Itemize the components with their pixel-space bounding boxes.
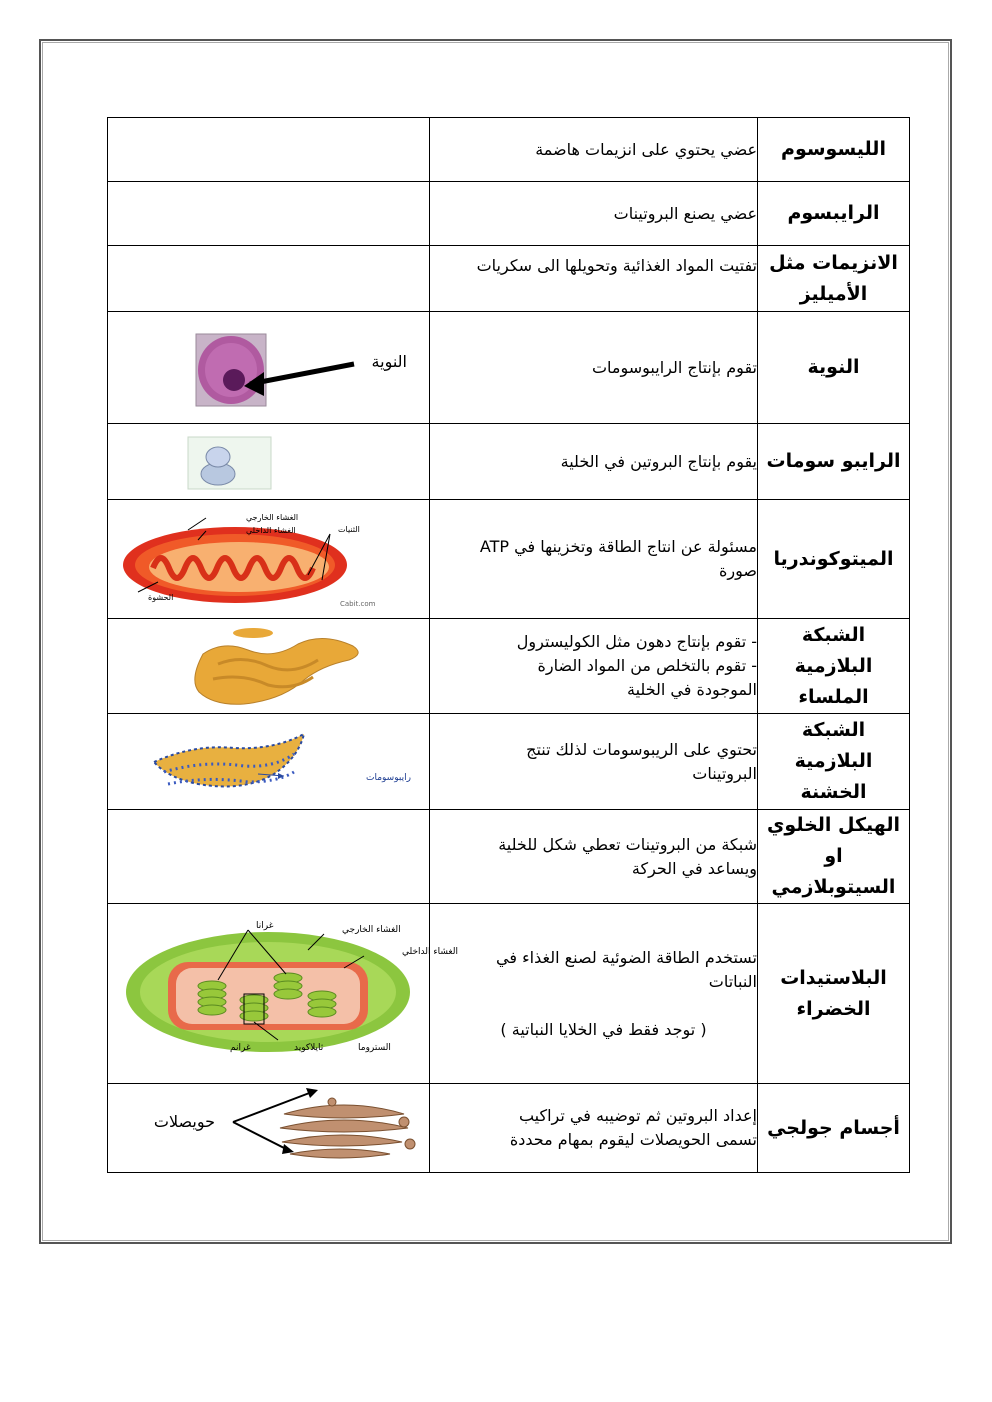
organelle-description bbox=[430, 1084, 758, 1173]
vesicles-label: حويصلات bbox=[153, 1112, 215, 1131]
desc-line: إعداد البروتين ثم توضيبه في تراكيب bbox=[518, 1106, 757, 1125]
desc-spacer bbox=[430, 994, 757, 1018]
chloro-stroma-label: الستروما bbox=[358, 1043, 391, 1053]
table-row bbox=[108, 619, 910, 714]
mito-inner-label: الغشاء الداخلي bbox=[246, 526, 296, 535]
chloro-granum-label: غرانم bbox=[230, 1043, 251, 1053]
image-cell bbox=[108, 118, 430, 182]
name-line: الملساء bbox=[798, 685, 869, 708]
image-cell bbox=[108, 246, 430, 312]
organelle-description: تفتيت المواد الغذائية وتحويلها الى سكريات bbox=[430, 246, 758, 312]
organelle-description bbox=[430, 810, 758, 904]
organelle-description bbox=[430, 500, 758, 619]
desc-line: ( توجد فقط في الخلايا النباتية ) bbox=[500, 1019, 707, 1039]
name-line: الانزيمات مثل bbox=[769, 251, 898, 274]
desc-line: تحتوي على الريبوسومات لذلك تنتج bbox=[526, 739, 757, 759]
desc-line: تسمى الحويصلات ليقوم بمهام محددة bbox=[509, 1130, 757, 1149]
image-cell bbox=[108, 904, 458, 1084]
desc-line: البروتينات bbox=[692, 763, 757, 783]
organelle-name: الرايبو سومات bbox=[758, 424, 910, 500]
desc-line: ويساعد في الحركة bbox=[631, 858, 757, 878]
organelle-description bbox=[430, 619, 758, 714]
table-row bbox=[108, 182, 910, 246]
ribosomes-label: رايبوسومات bbox=[366, 773, 411, 783]
smooth-er-illustration bbox=[108, 619, 429, 709]
table-row bbox=[108, 714, 910, 810]
table-row bbox=[108, 500, 910, 619]
organelle-name bbox=[758, 904, 910, 1084]
name-line: الخشنة bbox=[800, 781, 867, 803]
table-row bbox=[108, 904, 910, 1084]
image-cell bbox=[108, 714, 430, 810]
rough-er-illustration bbox=[108, 714, 429, 805]
desc-line: الموجودة في الخلية bbox=[626, 680, 757, 699]
mito-cristae-label: الثنيات bbox=[338, 525, 360, 534]
desc-line: النباتات bbox=[708, 971, 757, 991]
name-line: الشبكة bbox=[801, 623, 866, 646]
organelle-description: تقوم بإنتاج الرايبوسومات bbox=[430, 312, 758, 424]
mito-credit: Cabit.com bbox=[340, 600, 376, 608]
chloro-outer-label: الغشاء الخارجي bbox=[342, 925, 401, 935]
image-cell bbox=[108, 312, 430, 424]
organelle-name: أجسام جولجي bbox=[758, 1084, 910, 1173]
organelle-name bbox=[758, 246, 910, 312]
name-line: الأميليز bbox=[799, 282, 868, 305]
image-cell bbox=[108, 500, 430, 619]
organelle-description: يقوم بإنتاج البروتين في الخلية bbox=[430, 424, 758, 500]
organelles-table bbox=[107, 117, 910, 1173]
table-row bbox=[108, 1084, 910, 1173]
chloro-thylakoid-label: ثايلاكويد bbox=[294, 1043, 324, 1053]
organelle-name bbox=[758, 714, 910, 810]
name-line: الخضراء bbox=[796, 997, 871, 1020]
chloro-inner-label: الغشاء الداخلي bbox=[402, 947, 458, 957]
name-line: البلاستيدات bbox=[780, 966, 887, 989]
name-line: الهيكل الخلوي bbox=[767, 814, 900, 836]
organelle-name: الليسوسوم bbox=[758, 118, 910, 182]
name-line: الشبكة bbox=[801, 719, 866, 741]
image-cell bbox=[108, 619, 430, 714]
ribosome-illustration bbox=[108, 424, 429, 495]
image-cell bbox=[108, 1084, 430, 1173]
organelle-name: الميتوكوندريا bbox=[758, 500, 910, 619]
name-line: البلازمية bbox=[794, 654, 873, 677]
desc-line: مسئولة عن انتاج الطاقة وتخزينها في ATP bbox=[479, 537, 757, 556]
organelle-description: عضي يصنع البروتينات bbox=[430, 182, 758, 246]
organelle-description: عضي يحتوي على انزيمات هاضمة bbox=[430, 118, 758, 182]
organelle-name: الرايبسوم bbox=[758, 182, 910, 246]
organelle-name bbox=[758, 810, 910, 904]
organelle-description bbox=[430, 714, 758, 810]
table-row bbox=[108, 810, 910, 904]
chloro-grana-label: غرانا bbox=[256, 921, 274, 931]
name-line: السيتوبلازمي bbox=[771, 876, 896, 898]
desc-line: - تقوم بالتخلص من المواد الضارة bbox=[537, 656, 757, 675]
name-line: البلازمية bbox=[794, 750, 873, 772]
organelle-name: النوية bbox=[758, 312, 910, 424]
organelle-description bbox=[430, 904, 758, 1084]
desc-line: صورة bbox=[719, 561, 757, 580]
name-line: او bbox=[824, 845, 843, 867]
mito-outer-label: الغشاء الخارجي bbox=[246, 513, 299, 522]
desc-line: شبكة من البروتينات تعطي شكل للخلية bbox=[498, 834, 757, 854]
image-cell bbox=[108, 182, 430, 246]
organelle-name bbox=[758, 619, 910, 714]
image-cell bbox=[108, 810, 430, 904]
table-row bbox=[108, 246, 910, 312]
image-cell bbox=[108, 424, 430, 500]
table-row bbox=[108, 118, 910, 182]
nucleolus-label: النوية bbox=[371, 352, 407, 371]
mito-matrix-label: الحشوة bbox=[148, 593, 174, 602]
table-row bbox=[108, 424, 910, 500]
mitochondria-illustration bbox=[108, 500, 429, 614]
chloroplast-illustration bbox=[108, 904, 458, 1079]
desc-line: تستخدم الطاقة الضوئية لصنع الغذاء في bbox=[496, 947, 757, 967]
table-row bbox=[108, 312, 910, 424]
desc-line: - تقوم بإنتاج دهون مثل الكوليسترول bbox=[516, 632, 757, 651]
